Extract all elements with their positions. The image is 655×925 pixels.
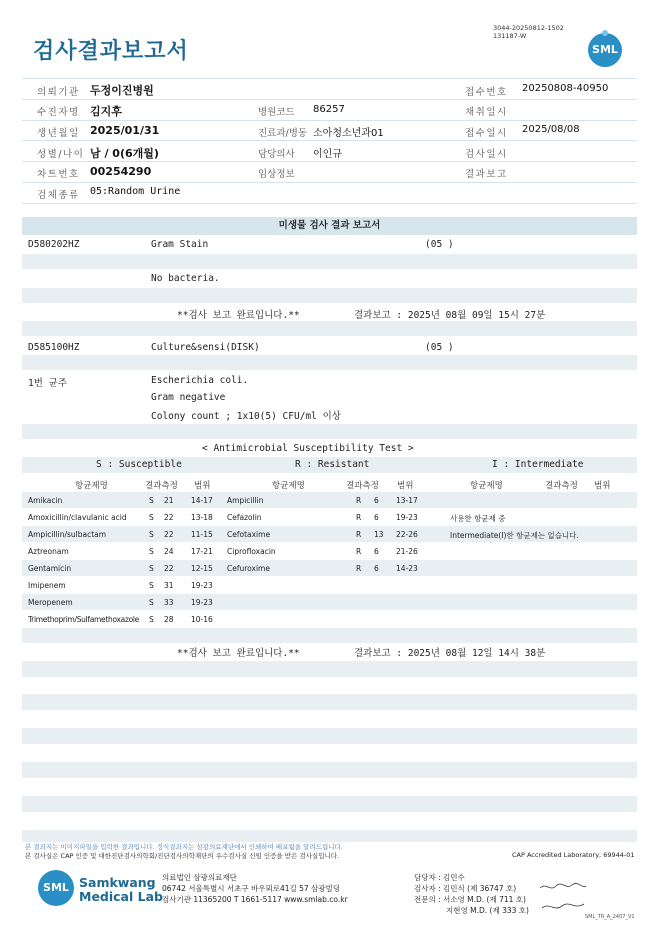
specimen-label: 검체종류 xyxy=(37,190,80,201)
dept-label: 진료과/병동 xyxy=(258,128,308,139)
sex-age-value: 남 / 0(6개월) xyxy=(90,147,159,160)
drug-sir: S xyxy=(149,530,154,539)
row-band xyxy=(22,728,637,744)
legend-susceptible: S : Susceptible xyxy=(96,459,182,470)
drug-sir: R xyxy=(356,513,362,522)
drug-sir: R xyxy=(356,564,362,573)
form-id: SML_TR_A_2407_V1 xyxy=(585,914,635,920)
row-band xyxy=(22,355,637,370)
drug-value: 22 xyxy=(164,530,174,539)
brand-name xyxy=(79,876,163,904)
document-id xyxy=(493,24,564,40)
section-title: 미생물 검사 결과 보고서 xyxy=(22,217,637,235)
drug-name: Gentamicin xyxy=(28,564,72,573)
drug-name: Amikacin xyxy=(28,496,63,505)
col-header-result: 결과측정 xyxy=(145,481,178,491)
receipt-no-label: 접수번호 xyxy=(465,87,508,98)
org-name: 의료법인 삼광의료재단 xyxy=(162,873,237,882)
doctor-value: 이인규 xyxy=(313,149,342,160)
drug-name: Ciprofloxacin xyxy=(227,547,276,556)
intermediate-note: 사용한 항균제 중 xyxy=(450,514,506,523)
col-header-range: 범위 xyxy=(397,481,414,491)
row-band xyxy=(22,661,637,677)
notice-text: 본 결과지는 이미지파일을 입력한 결과입니다. 정식결과지는 삼광의료재단에서 인쇄하여 배포됨을 알려드립니다. xyxy=(25,843,343,851)
drug-sir: S xyxy=(149,564,154,573)
org-contact: 검사기관 11365200 T 1661-5117 www.smlab.co.kr xyxy=(162,895,348,904)
row-band xyxy=(22,594,637,610)
birth-value: 2025/01/31 xyxy=(90,124,160,137)
drug-name: Aztreonam xyxy=(28,547,69,556)
drug-value: 6 xyxy=(374,564,379,573)
report-time: 결과보고 : 2025년 08월 12일 14시 38분 xyxy=(354,648,546,659)
sml-logo xyxy=(38,870,74,906)
col-header-drug: 항균제명 xyxy=(75,481,108,491)
intermediate-note: Intermediate(I)한 항균제는 없습니다. xyxy=(450,531,579,540)
drug-value: 31 xyxy=(164,581,174,590)
drug-sir: S xyxy=(149,581,154,590)
drug-value: 22 xyxy=(164,564,174,573)
drug-sir: S xyxy=(149,496,154,505)
chart-no-value: 00254290 xyxy=(90,165,152,178)
row-band xyxy=(22,254,637,269)
drug-value: 22 xyxy=(164,513,174,522)
hospital-code-label: 병원코드 xyxy=(258,107,295,118)
drug-sir: S xyxy=(149,598,154,607)
col-header-range: 범위 xyxy=(594,481,611,491)
row-band xyxy=(22,492,637,508)
test-number: (05 ) xyxy=(425,239,454,250)
report-time: 결과보고 : 2025년 08월 09일 15시 27분 xyxy=(354,310,546,321)
row-band xyxy=(22,694,637,710)
staff-specialist-2: 지현영 M.D. (제 333 호) xyxy=(446,906,529,915)
signature-icon xyxy=(538,880,588,916)
row-band xyxy=(22,830,637,842)
doctor-label: 담당의사 xyxy=(258,149,295,160)
brand-line1: Samkwang xyxy=(79,875,156,890)
drug-range: 19-23 xyxy=(396,513,418,522)
test-date-label: 검사일시 xyxy=(465,149,508,160)
drug-range: 19-23 xyxy=(191,581,213,590)
legend-intermediate: I : Intermediate xyxy=(492,459,584,470)
organism-label: 1번 균주 xyxy=(28,378,67,389)
sml-logo-text: SML xyxy=(43,881,69,894)
divider xyxy=(22,120,637,121)
sex-age-label: 성별/나이 xyxy=(37,149,85,160)
org-address: 06742 서울특별시 서초구 바우뫼로41길 57 삼광빌딩 xyxy=(162,884,341,893)
drug-sir: R xyxy=(356,496,362,505)
test-code: D585100HZ xyxy=(28,342,80,353)
collection-date-label: 채취일시 xyxy=(465,107,508,118)
drug-range: 13-17 xyxy=(396,496,418,505)
receipt-date-value: 2025/08/08 xyxy=(522,124,580,135)
drug-range: 14-23 xyxy=(396,564,418,573)
drug-value: 24 xyxy=(164,547,174,556)
staff-specialist: 전문의 : 서소영 M.D. (제 711 호) xyxy=(414,895,526,904)
row-band xyxy=(22,628,637,643)
drug-sir: R xyxy=(356,530,362,539)
cap-accreditation: CAP Accredited Laboratory, 69944-01 xyxy=(512,851,635,859)
drug-range: 19-23 xyxy=(191,598,213,607)
organism-count: Colony count ; 1x10(5) CFU/ml 이상 xyxy=(151,411,341,422)
col-header-drug: 항균제명 xyxy=(470,481,503,491)
institution-label: 의뢰기관 xyxy=(37,87,80,98)
drug-value: 21 xyxy=(164,496,174,505)
drug-sir: R xyxy=(356,547,362,556)
drug-value: 6 xyxy=(374,496,379,505)
drug-value: 6 xyxy=(374,513,379,522)
staff-manager: 담당자 : 김민수 xyxy=(414,873,465,882)
receipt-no-value: 20250808-40950 xyxy=(522,83,609,94)
staff-tester: 검사자 : 김민식 (제 36747 호) xyxy=(414,884,517,893)
organism-gram: Gram negative xyxy=(151,392,226,403)
drug-range: 22-26 xyxy=(396,530,418,539)
row-band xyxy=(22,288,637,303)
drug-name: Amoxicillin/clavulanic acid xyxy=(28,513,127,522)
divider xyxy=(22,78,637,79)
test-name: Gram Stain xyxy=(151,239,209,250)
divider xyxy=(22,182,637,183)
receipt-date-label: 접수일시 xyxy=(465,128,508,139)
organism-name: Escherichia coli. xyxy=(151,375,249,386)
sml-logo xyxy=(588,33,622,67)
drug-sir: S xyxy=(149,615,154,624)
drug-value: 28 xyxy=(164,615,174,624)
institution-value: 두정이진병원 xyxy=(90,84,154,97)
drug-value: 33 xyxy=(164,598,174,607)
dept-value: 소아청소년과01 xyxy=(313,128,384,139)
drug-range: 14-17 xyxy=(191,496,213,505)
test-result: No bacteria. xyxy=(151,273,220,284)
drug-sir: S xyxy=(149,513,154,522)
row-band xyxy=(22,560,637,576)
drug-name: Cefuroxime xyxy=(227,564,270,573)
row-band xyxy=(22,424,637,439)
row-band xyxy=(22,762,637,778)
test-code: D580202HZ xyxy=(28,239,80,250)
row-band xyxy=(22,796,637,812)
drug-range: 17-21 xyxy=(191,547,213,556)
legend-resistant: R : Resistant xyxy=(295,459,370,470)
chart-no-label: 차트번호 xyxy=(37,169,80,180)
drug-name: Cefazolin xyxy=(227,513,262,522)
report-complete: **검사 보고 완료입니다.** xyxy=(177,648,300,659)
drug-name: Cefotaxime xyxy=(227,530,271,539)
drug-range: 10-16 xyxy=(191,615,213,624)
drug-range: 12-15 xyxy=(191,564,213,573)
drug-sir: S xyxy=(149,547,154,556)
document-id-line2: 131187-W xyxy=(493,32,527,40)
birth-label: 생년월일 xyxy=(37,128,80,139)
divider xyxy=(22,140,637,141)
col-header-drug: 항균제명 xyxy=(272,481,305,491)
name-label: 수진자명 xyxy=(37,107,80,118)
drug-name: Ampicillin xyxy=(227,496,264,505)
report-complete: **검사 보고 완료입니다.** xyxy=(177,310,300,321)
document-id-line1: 3044-20250812-1502 xyxy=(493,24,564,32)
test-number: (05 ) xyxy=(425,342,454,353)
report-label: 결과보고 xyxy=(465,169,508,180)
test-name: Culture&sensi(DISK) xyxy=(151,342,260,353)
hospital-code-value: 86257 xyxy=(313,104,345,115)
sml-logo-text: SML xyxy=(592,43,618,56)
drug-range: 13-18 xyxy=(191,513,213,522)
divider xyxy=(22,99,637,100)
drug-range: 21-26 xyxy=(396,547,418,556)
drug-name: Ampicillin/sulbactam xyxy=(28,530,107,539)
drug-name: Imipenem xyxy=(28,581,66,590)
name-value: 김지후 xyxy=(90,105,122,118)
col-header-result: 결과측정 xyxy=(346,481,379,491)
ast-title: < Antimicrobial Susceptibility Test > xyxy=(202,443,414,454)
col-header-range: 범위 xyxy=(194,481,211,491)
drug-range: 11-15 xyxy=(191,530,213,539)
clinical-label: 임상정보 xyxy=(258,169,295,180)
specimen-value: 05:Random Urine xyxy=(90,186,181,197)
drug-name: Trimethoprim/Sulfamethoxazole xyxy=(28,615,139,624)
drug-value: 6 xyxy=(374,547,379,556)
row-band xyxy=(22,321,637,336)
divider xyxy=(22,203,637,204)
col-header-result: 결과측정 xyxy=(545,481,578,491)
drug-value: 13 xyxy=(374,530,384,539)
divider xyxy=(22,161,637,162)
brand-line2: Medical Lab xyxy=(79,889,163,904)
page-title: 검사결과보고서 xyxy=(33,39,189,64)
certification-text: 본 검사실은 CAP 인증 및 대한진단검사의학회/진단검사의학재단의 우수검사실 신임 인증을 받은 검사실입니다. xyxy=(25,852,340,860)
drug-name: Meropenem xyxy=(28,598,73,607)
